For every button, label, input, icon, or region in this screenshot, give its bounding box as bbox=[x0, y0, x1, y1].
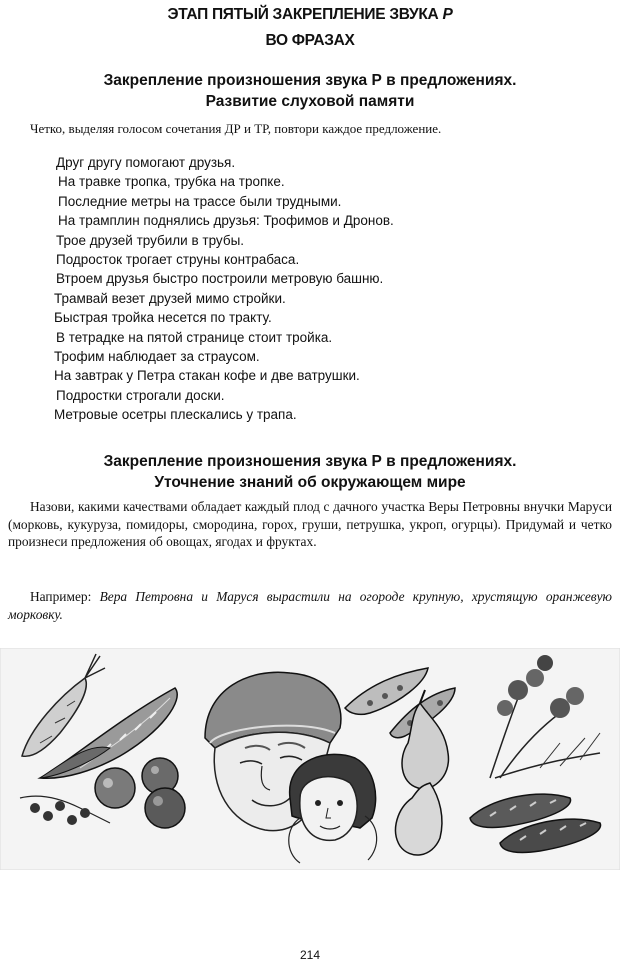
sentence: Метровые осетры плескались у трапа. bbox=[54, 407, 297, 423]
example-label: Например: bbox=[30, 589, 100, 604]
sentence: Подросток трогает струны контрабаса. bbox=[56, 251, 300, 267]
chapter-title-main: ЭТАП ПЯТЫЙ ЗАКРЕПЛЕНИЕ ЗВУКА bbox=[167, 6, 443, 23]
chapter-title-line2: ВО ФРАЗАХ bbox=[265, 32, 355, 49]
sentence-list bbox=[56, 153, 394, 424]
section2-heading-line1: Закрепление произношения звука Р в предложениях. bbox=[103, 453, 517, 470]
section2-heading-line2: Уточнение знаний об окружающем мире bbox=[154, 474, 466, 491]
sentence: В тетрадке на пятой странице стоит тройка. bbox=[56, 329, 333, 345]
sentence: Трамвай везет друзей мимо стройки. bbox=[54, 290, 286, 306]
chapter-title-letter: Р bbox=[442, 6, 453, 23]
sentence: Трое друзей трубили в трубы. bbox=[56, 232, 245, 248]
chapter-title-line1 bbox=[0, 6, 620, 24]
sentence: Подростки строгали доски. bbox=[56, 387, 225, 403]
example-text: Вера Петровна и Маруся вырастили на огороде крупную, хрустящую оранжевую морковку. bbox=[8, 589, 612, 622]
section1-heading-line1: Закрепление произношения звука Р в предложениях. bbox=[103, 72, 517, 89]
sentence: Втроем друзья быстро построили метровую башню. bbox=[56, 271, 384, 287]
section1-instruction: Четко, выделяя голосом сочетания ДР и ТР, повтори каждое предложение. bbox=[30, 121, 442, 136]
sentence: Друг другу помогают друзья. bbox=[56, 155, 236, 170]
page-number: 214 bbox=[299, 948, 321, 962]
sentence: Последние метры на трассе были трудными. bbox=[58, 193, 342, 209]
sentence: На трамплин поднялись друзья: Трофимов и Дронов. bbox=[58, 213, 394, 229]
section2-heading bbox=[0, 451, 620, 493]
sentence: Трофим наблюдает за страусом. bbox=[54, 348, 260, 364]
sentence: Быстрая тройка несется по тракту. bbox=[54, 310, 272, 326]
section1-heading bbox=[0, 70, 620, 112]
example-paragraph bbox=[8, 588, 612, 623]
section1-heading-line2: Развитие слуховой памяти bbox=[205, 93, 415, 110]
sentence: На травке тропка, трубка на тропке. bbox=[58, 174, 285, 190]
sentence: На завтрак у Петра стакан кофе и две ватрушки. bbox=[54, 368, 360, 384]
vegetables-illustration bbox=[0, 648, 620, 870]
section2-paragraph: Назови, какими качествами обладает каждый плод с дачного участка Веры Петровны внучки Маруси (морковь, кукуруза, помидоры, смородина, горох, груши, петрушка, укроп, огурцы). Придумай и четко произнеси предложения об овощах, ягодах и фруктах. bbox=[8, 499, 612, 550]
